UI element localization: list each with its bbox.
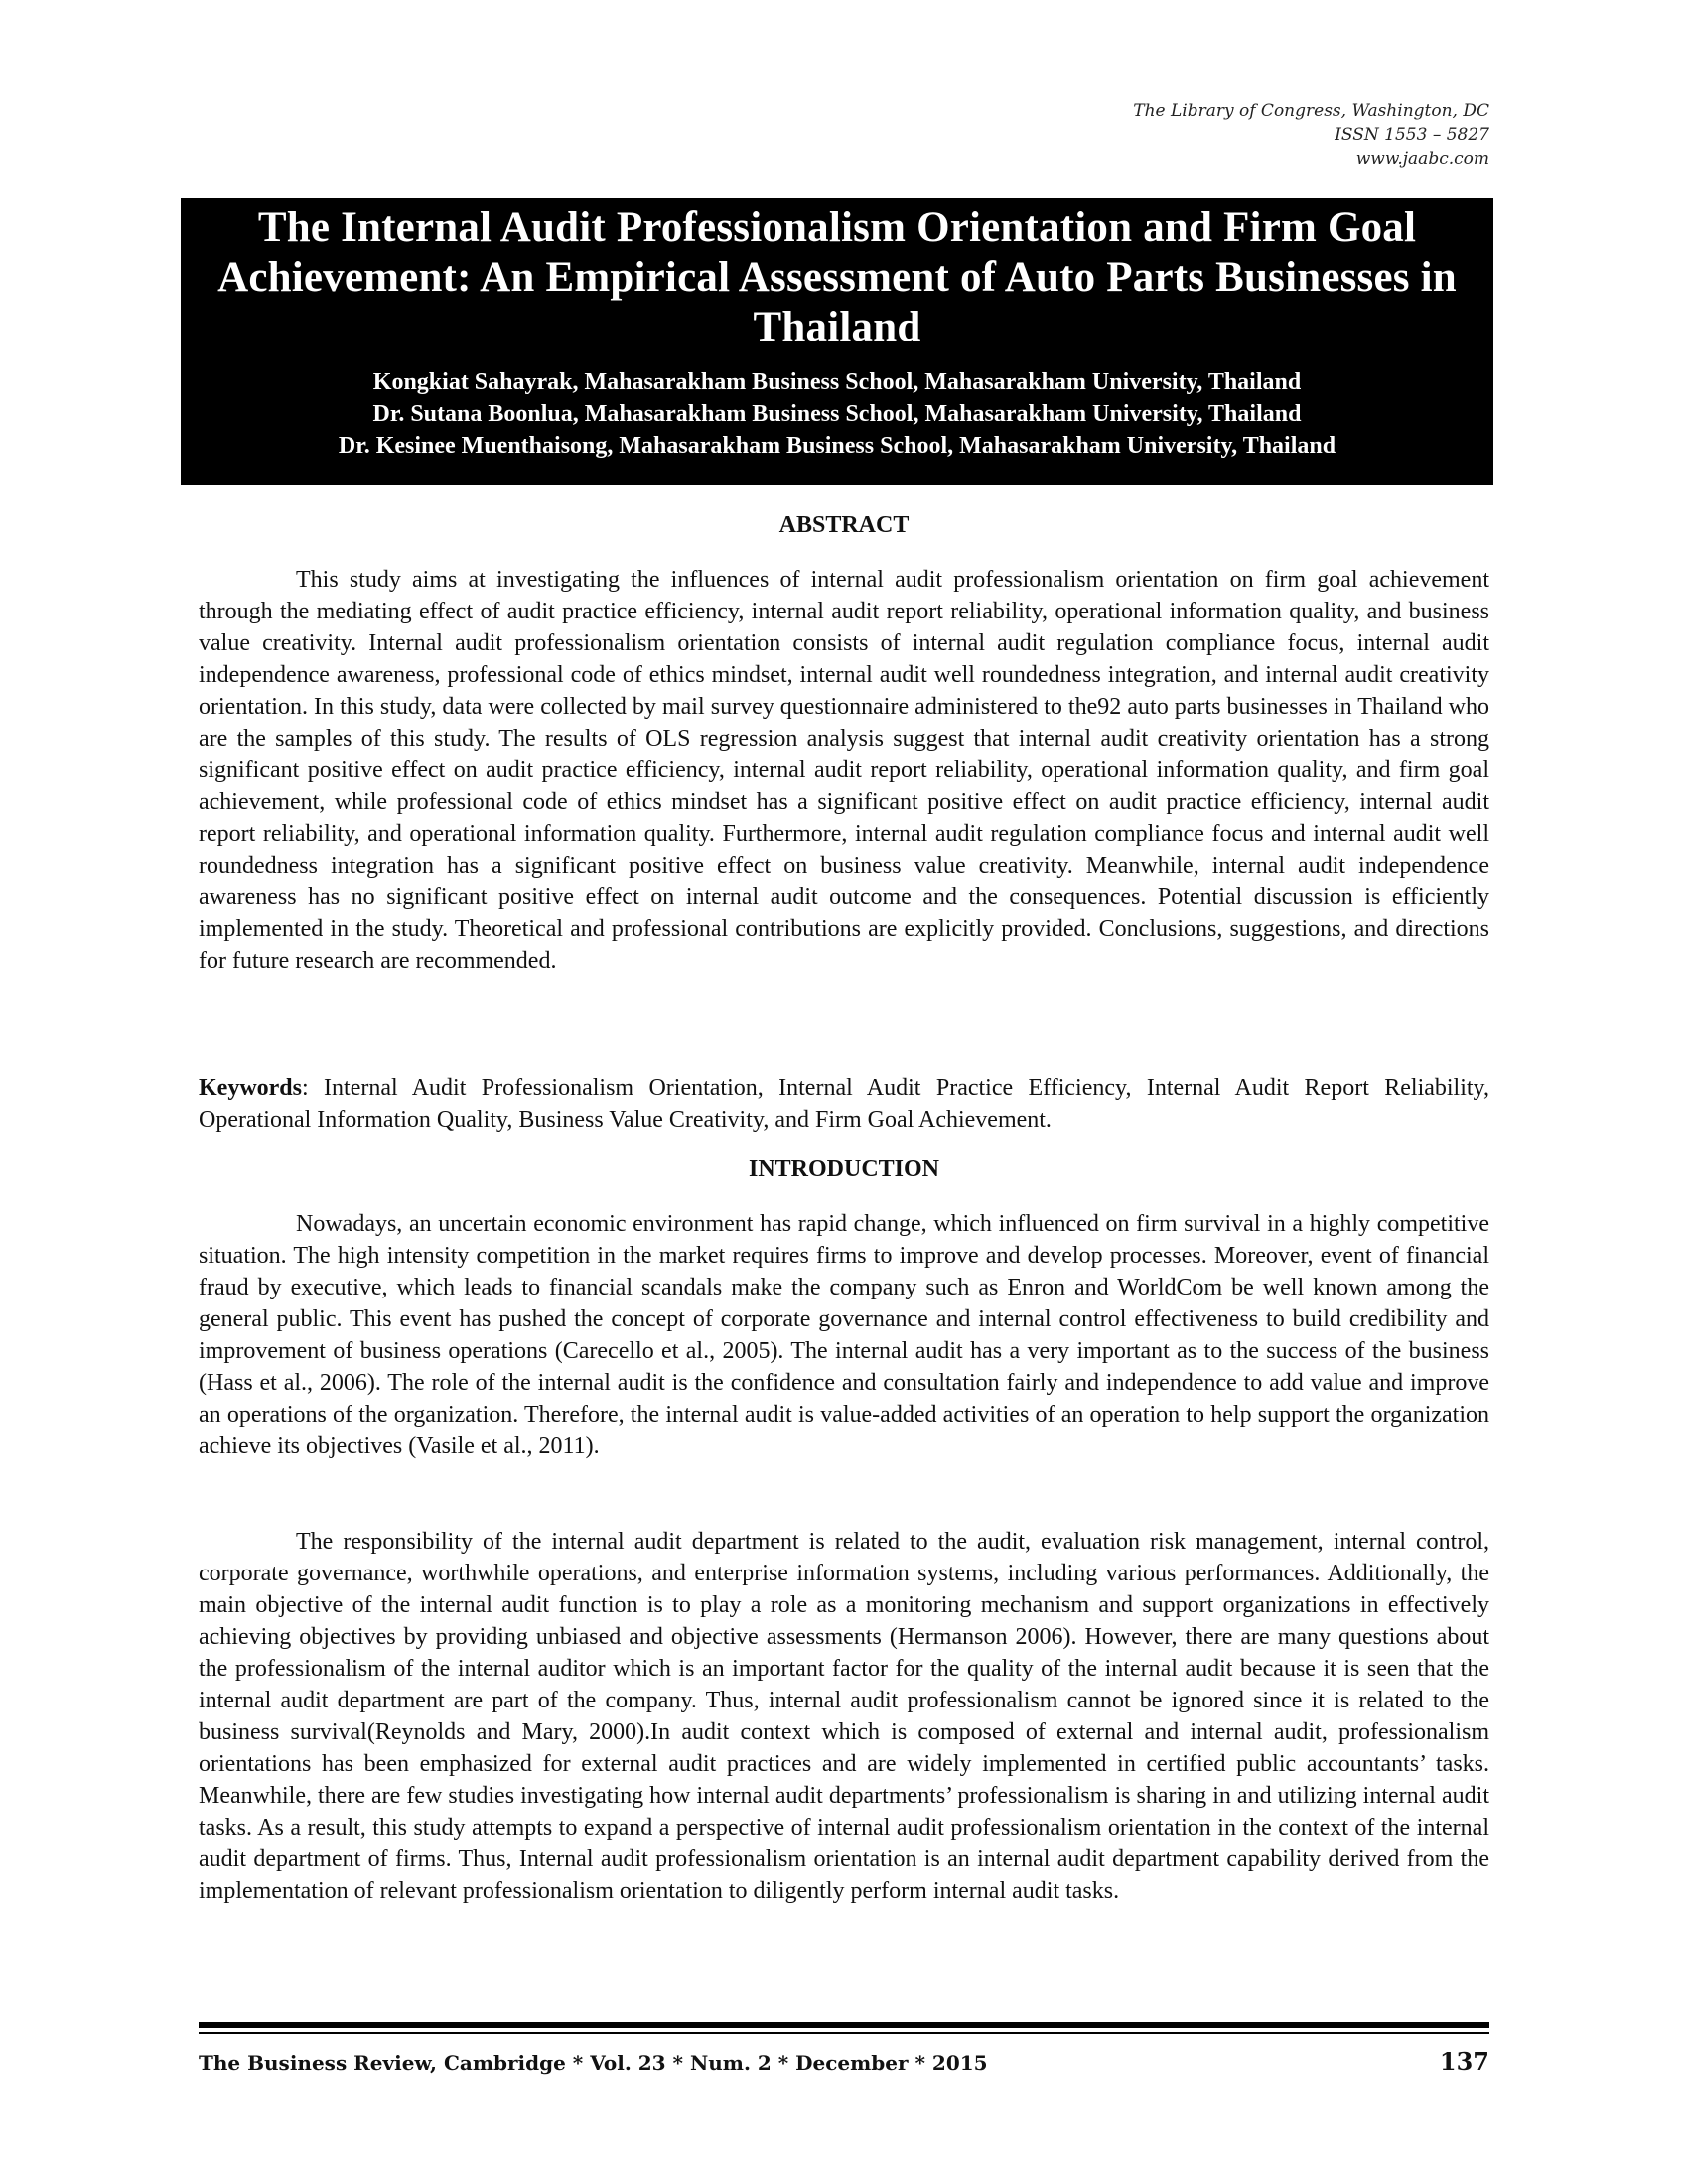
paper-title: The Internal Audit Professionalism Orientation and Firm Goal Achievement: An Empirical Assessment of Auto Parts Businesses in Thailand	[217, 205, 1457, 350]
author-1: Kongkiat Sahayrak, Mahasarakham Business School, Mahasarakham University, Thailand	[372, 369, 1302, 395]
introduction-heading: INTRODUCTION	[748, 1157, 940, 1182]
abstract-heading: ABSTRACT	[778, 512, 910, 538]
masthead-library: The Library of Congress, Washington, DC	[1133, 101, 1489, 121]
introduction-paragraph-1: Nowadays, an uncertain economic environment has rapid change, which influenced on firm survival in a highly competitive situation. The high intensity competition in the market requires firms to improve and develop processes. Moreover, event of financial fraud by executive, which leads to financial scandals make the company such as Enron and WorldCom be well known among the general public. This event has pushed the concept of corporate governance and internal control effectiveness to build credibility and improvement of business operations (Carecello et al., 2005). The internal audit has a very important as to the success of the business (Hass et al., 2006). The role of the internal audit is the confidence and consultation fairly and independence to add value and improve an operations of the organization. Therefore, the internal audit is value-added activities of an operation to help support the organization achieve its objectives (Vasile et al., 2011).	[199, 1211, 1489, 1459]
abstract-text: This study aims at investigating the influences of internal audit professionalism orientation on firm goal achievement through the mediating effect of audit practice efficiency, internal audit report reliability, operational information quality, and business value creativity. Internal audit professionalism orientation consists of internal audit regulation compliance focus, internal audit independence awareness, professional code of ethics mindset, internal audit well roundedness integration, and internal audit creativity orientation. In this study, data were collected by mail survey questionnaire administered to the92 auto parts businesses in Thailand who are the samples of this study. The results of OLS regression analysis suggest that internal audit creativity orientation has a strong significant positive effect on audit practice efficiency, internal audit report reliability, operational information quality, and firm goal achievement, while professional code of ethics mindset has a significant positive effect on audit practice efficiency, internal audit report reliability, and operational information quality. Furthermore, internal audit regulation compliance focus and internal audit well roundedness integration has a significant positive effect on business value creativity. Meanwhile, internal audit independence awareness has no significant positive effect on internal audit outcome and the consequences. Potential discussion is efficiently implemented in the study. Theoretical and professional contributions are explicitly provided. Conclusions, suggestions, and directions for future research are recommended.	[199, 567, 1489, 974]
introduction-paragraph-2: The responsibility of the internal audit department is related to the audit, evaluation risk management, internal control, corporate governance, worthwhile operations, and enterprise information systems, including various performances. Additionally, the main objective of the internal audit function is to play a role as a monitoring mechanism and support organizations in effectively achieving objectives by providing unbiased and objective assessments (Hermanson 2006). However, there are many questions about the professionalism of the internal auditor which is an important factor for the quality of the internal audit because it is seen that the internal audit department are part of the company. Thus, internal audit professionalism cannot be ignored since it is related to the business survival(Reynolds and Mary, 2000).In audit context which is composed of external and internal audit, professionalism orientations has been emphasized for external audit practices and are widely implemented in certified public accountants’ tasks. Meanwhile, there are few studies investigating how internal audit departments’ professionalism is sharing in and utilizing internal audit tasks. As a result, this study attempts to expand a perspective of internal audit professionalism orientation in the context of the internal audit department of firms. Thus, Internal audit professionalism orientation is an internal audit department capability derived from the implementation of relevant professionalism orientation to diligently perform internal audit tasks.	[199, 1529, 1489, 1904]
page-number: 137	[1439, 2047, 1489, 2076]
masthead-issn: ISSN 1553 – 5827	[1335, 125, 1489, 145]
footer-rule-thick	[199, 2022, 1489, 2028]
footer-journal-info: The Business Review, Cambridge * Vol. 23 * Num. 2 * December * 2015	[199, 2051, 988, 2075]
author-2: Dr. Sutana Boonlua, Mahasarakham Business School, Mahasarakham University, Thailand	[372, 401, 1302, 427]
author-list	[181, 366, 1493, 462]
author-3: Dr. Kesinee Muenthaisong, Mahasarakham Business School, Mahasarakham University, Thailand	[338, 433, 1336, 459]
keywords-label: Keywords	[199, 1075, 302, 1101]
title-block	[181, 198, 1493, 485]
keywords	[199, 1072, 1489, 1136]
journal-masthead	[1133, 99, 1489, 171]
masthead-website: www.jaabc.com	[1355, 149, 1489, 169]
keywords-text: : Internal Audit Professionalism Orientation, Internal Audit Practice Efficiency, Internal Audit Report Reliability, Operational Information Quality, Business Value Creativity, and Firm Goal Achievement.	[199, 1075, 1489, 1133]
footer-rule-thin	[199, 2032, 1489, 2034]
